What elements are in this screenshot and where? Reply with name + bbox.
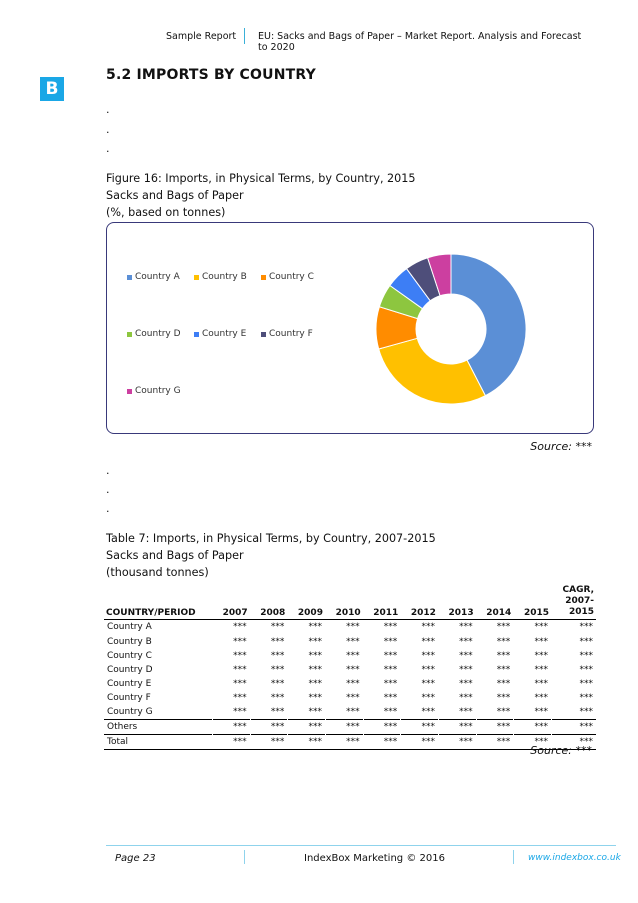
legend-swatch <box>194 275 199 280</box>
source-label: Source: <box>530 744 572 757</box>
imports-table <box>104 583 596 750</box>
table-cell: *** <box>288 663 326 677</box>
table-cell: *** <box>363 619 401 635</box>
table-cell: *** <box>438 720 476 735</box>
legend-label: Country C <box>269 272 314 282</box>
table-cell: *** <box>476 735 514 750</box>
table-cell: *** <box>438 691 476 705</box>
table-units: (thousand tonnes) <box>106 566 209 579</box>
header-divider <box>244 28 245 44</box>
table-cell: *** <box>363 663 401 677</box>
table-cell: *** <box>438 635 476 649</box>
table-row <box>104 635 596 649</box>
table-cell: *** <box>514 677 552 691</box>
legend-label: Country B <box>202 272 247 282</box>
table-row <box>104 720 596 735</box>
table-cell: *** <box>288 619 326 635</box>
table-cell: *** <box>288 691 326 705</box>
table-cell: *** <box>250 677 288 691</box>
source-value: *** <box>575 744 592 757</box>
legend-swatch <box>261 275 266 280</box>
table-cell: *** <box>514 705 552 720</box>
legend-label: Country D <box>135 329 181 339</box>
table-cell: *** <box>363 691 401 705</box>
legend-label: Country E <box>202 329 247 339</box>
table-cell: *** <box>552 720 597 735</box>
table-cell: *** <box>325 635 363 649</box>
legend-item <box>194 272 247 282</box>
table-cell: *** <box>514 635 552 649</box>
table-cell: *** <box>288 649 326 663</box>
table-body <box>104 619 596 750</box>
header-report-type: Sample Report <box>166 31 237 42</box>
section-title: 5.2 IMPORTS BY COUNTRY <box>106 67 316 83</box>
legend-swatch <box>261 332 266 337</box>
table-cell: *** <box>552 619 597 635</box>
legend-item <box>127 272 180 282</box>
footer-company: IndexBox Marketing © 2016 <box>304 853 445 864</box>
row-label: Country E <box>107 678 152 689</box>
column-header: 2012 <box>401 583 439 619</box>
column-header: 2010 <box>325 583 363 619</box>
table-row <box>104 663 596 677</box>
table-caption: Table 7: Imports, in Physical Terms, by Country, 2007-2015 <box>106 532 436 545</box>
ellipsis-dot: . <box>106 464 110 477</box>
legend-item <box>194 329 246 339</box>
table-cell: *** <box>476 720 514 735</box>
column-header: 2013 <box>438 583 476 619</box>
table-cell: *** <box>514 720 552 735</box>
table-cell: *** <box>476 619 514 635</box>
column-header: 2007 <box>213 583 251 619</box>
table-cell: *** <box>438 677 476 691</box>
table-cell: *** <box>363 735 401 750</box>
donut-slice-country-b <box>379 338 486 404</box>
ellipsis-dot: . <box>106 483 110 496</box>
table-row <box>104 691 596 705</box>
legend-item <box>127 329 181 339</box>
row-label: Country F <box>107 692 151 703</box>
brand-logo: B <box>40 77 64 101</box>
table-cell: *** <box>476 705 514 720</box>
column-header: 2011 <box>363 583 401 619</box>
table-cell: *** <box>438 619 476 635</box>
table-cell: *** <box>250 735 288 750</box>
table-cell: *** <box>438 663 476 677</box>
table-cell: *** <box>401 619 439 635</box>
legend-label: Country G <box>135 386 181 396</box>
table-cell: *** <box>401 735 439 750</box>
legend-label: Country F <box>269 329 313 339</box>
row-label: Country G <box>107 706 153 717</box>
table-cell: *** <box>476 663 514 677</box>
legend-swatch <box>194 332 199 337</box>
source-value: *** <box>575 440 592 453</box>
figure-units: (%, based on tonnes) <box>106 206 226 219</box>
table-cell: *** <box>250 635 288 649</box>
table-cell: *** <box>363 677 401 691</box>
row-label: Others <box>104 720 213 735</box>
footer-rule <box>106 845 616 846</box>
table-cell: *** <box>325 691 363 705</box>
table-cell: *** <box>401 720 439 735</box>
table-row <box>104 705 596 720</box>
table-cell: *** <box>250 705 288 720</box>
table-cell: *** <box>325 677 363 691</box>
legend-swatch <box>127 332 132 337</box>
ellipsis-dot: . <box>106 123 110 136</box>
table-row <box>104 649 596 663</box>
table-cell: *** <box>514 691 552 705</box>
table-cell: *** <box>213 663 251 677</box>
table-cell: *** <box>213 705 251 720</box>
table-cell: *** <box>552 635 597 649</box>
table-cell: *** <box>514 663 552 677</box>
footer-divider <box>244 850 245 864</box>
table-source <box>530 744 592 757</box>
column-header: 2014 <box>476 583 514 619</box>
table-cell: *** <box>438 735 476 750</box>
legend-item <box>261 329 313 339</box>
legend-item <box>127 386 181 396</box>
table-header-row <box>104 583 596 619</box>
table-cell: *** <box>514 735 552 750</box>
table-cell: *** <box>288 705 326 720</box>
table-cell: *** <box>325 735 363 750</box>
table-cell: *** <box>325 720 363 735</box>
table-cell: *** <box>213 619 251 635</box>
table-cell: *** <box>401 705 439 720</box>
table-cell: *** <box>363 720 401 735</box>
table-row <box>104 735 596 750</box>
table-cell: *** <box>438 705 476 720</box>
table-cell: *** <box>476 635 514 649</box>
row-label: Country C <box>107 650 152 661</box>
table-cell: *** <box>250 619 288 635</box>
table-cell: *** <box>363 649 401 663</box>
row-label: Country D <box>107 664 153 675</box>
table-cell: *** <box>250 691 288 705</box>
table-cell: *** <box>250 663 288 677</box>
footer-page-number: Page 23 <box>115 853 156 864</box>
table-cell: *** <box>213 720 251 735</box>
table-cell: *** <box>514 619 552 635</box>
table-cell: *** <box>213 735 251 750</box>
row-label: Country B <box>107 636 152 647</box>
table-cell: *** <box>401 663 439 677</box>
figure-subject: Sacks and Bags of Paper <box>106 189 244 202</box>
table-subject: Sacks and Bags of Paper <box>106 549 244 562</box>
table-row <box>104 619 596 635</box>
table-cell: *** <box>213 677 251 691</box>
column-header: CAGR, 2007-2015 <box>552 583 597 619</box>
table-cell: *** <box>325 663 363 677</box>
table-cell: *** <box>250 649 288 663</box>
table-cell: *** <box>288 635 326 649</box>
column-header: 2008 <box>250 583 288 619</box>
column-header: 2015 <box>514 583 552 619</box>
table-cell: *** <box>552 649 597 663</box>
chart-frame <box>106 222 594 434</box>
table-cell: *** <box>476 677 514 691</box>
table-cell: *** <box>325 619 363 635</box>
table-cell: *** <box>552 705 597 720</box>
table-cell: *** <box>363 705 401 720</box>
table-cell: *** <box>325 649 363 663</box>
legend-swatch <box>127 389 132 394</box>
table-cell: *** <box>288 720 326 735</box>
table-cell: *** <box>552 735 597 750</box>
table-cell: *** <box>288 735 326 750</box>
table-cell: *** <box>213 649 251 663</box>
row-label: Total <box>104 735 213 750</box>
table-cell: *** <box>401 677 439 691</box>
table-cell: *** <box>401 691 439 705</box>
ellipsis-dot: . <box>106 502 110 515</box>
donut-chart <box>375 253 527 405</box>
footer-divider <box>513 850 514 864</box>
table-cell: *** <box>552 691 597 705</box>
table-cell: *** <box>514 649 552 663</box>
table-cell: *** <box>213 691 251 705</box>
table-cell: *** <box>250 720 288 735</box>
ellipsis-dot: . <box>106 103 110 116</box>
figure-source <box>530 440 592 453</box>
table-cell: *** <box>401 649 439 663</box>
legend-item <box>261 272 314 282</box>
footer-website-link[interactable]: www.indexbox.co.uk <box>528 853 621 863</box>
ellipsis-dot: . <box>106 142 110 155</box>
table-cell: *** <box>401 635 439 649</box>
table-row <box>104 677 596 691</box>
legend-label: Country A <box>135 272 180 282</box>
column-header: 2009 <box>288 583 326 619</box>
table-cell: *** <box>552 677 597 691</box>
figure-caption: Figure 16: Imports, in Physical Terms, by Country, 2015 <box>106 172 416 185</box>
column-header: COUNTRY/PERIOD <box>104 583 213 619</box>
table-cell: *** <box>288 677 326 691</box>
source-label: Source: <box>530 440 572 453</box>
table-cell: *** <box>438 649 476 663</box>
table-cell: *** <box>325 705 363 720</box>
legend-swatch <box>127 275 132 280</box>
table-cell: *** <box>476 649 514 663</box>
header-report-title: EU: Sacks and Bags of Paper – Market Report. Analysis and Forecast to 2020 <box>258 31 582 53</box>
table-cell: *** <box>552 663 597 677</box>
row-label: Country A <box>107 621 152 632</box>
table-cell: *** <box>476 691 514 705</box>
table-cell: *** <box>213 635 251 649</box>
table-cell: *** <box>363 635 401 649</box>
